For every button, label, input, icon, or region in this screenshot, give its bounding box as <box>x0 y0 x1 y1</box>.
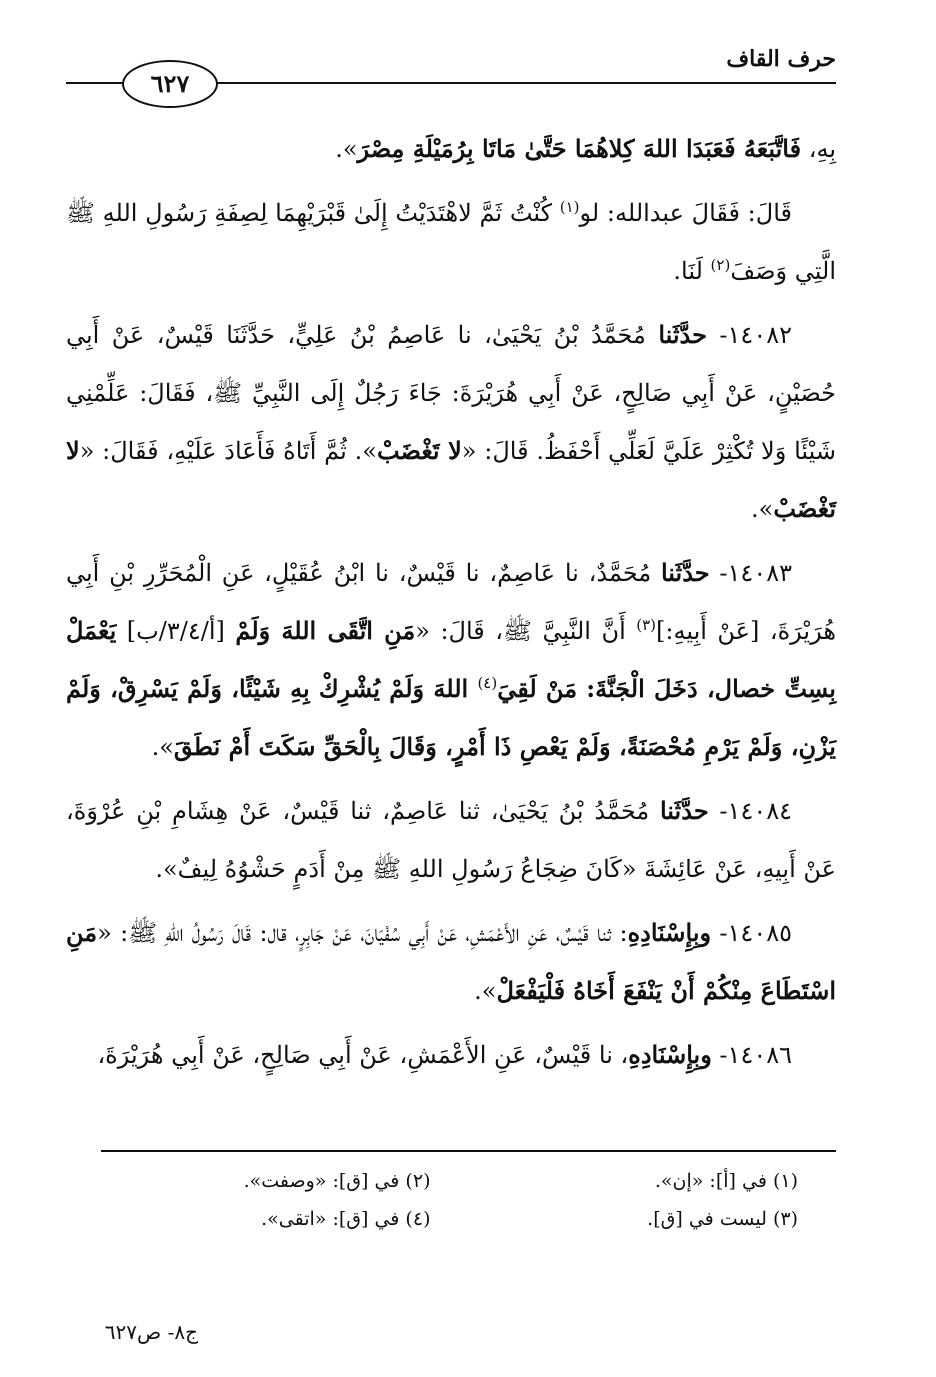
footnote-marker: (١) <box>559 198 580 216</box>
footnote-marker: (٤) <box>477 674 498 692</box>
bold-text-run: حدَّثَنا <box>659 796 709 825</box>
text-run: مُحَمَّدُ بْنُ يَحْيَىٰ، ثنا عَاصِمٌ، ثنا قَيْسٌ، عَنْ هِشَامِ بْنِ عُرْوَةَ، عَنْ أَبِيهِ، عَنْ عَائِشَةَ «كَانَ ضِجَاعُ رَسُولِ اللهِ ﷺ مِنْ أَدَمٍ حَشْوُهُ لِيفٌ». <box>66 797 836 883</box>
bold-text-run: لا تَغْضَبْ <box>66 436 836 523</box>
bold-text-run: وبِإِسْنَادِهِ <box>627 918 712 947</box>
footnote-marker: (٣) <box>636 616 657 634</box>
footnote-1: (١) في [أ]: «إن». <box>654 1170 798 1192</box>
text-run: ١٤٠٨٤- <box>708 797 792 825</box>
text-run: مُحَمَّدُ بْنُ يَحْيَىٰ، نا عَاصِمُ بْنُ عَلِيٍّ، حَدَّثَنَا قَيْسٌ، عَنْ أَبِي حُصَيْنٍ، عَنْ أَبِي صَالِحٍ، عَنْ أَبِي هُرَيْرَةَ: جَاءَ رَجُلٌ إِلَى النَّبِيِّ ﷺ، فَقَالَ: عَلِّمْنِي شَيْئًا وَلا تُكْثِرْ عَلَيَّ لَعَلِّي أَحْفَظُ. قَالَ: « <box>66 321 837 465</box>
text-run: ١٤٠٨٦- <box>711 1041 792 1069</box>
bold-text-run: مَنِ اتَّقَى اللهَ وَلَمْ <box>235 616 416 645</box>
text-run: ١٤٠٨٢- <box>706 321 792 349</box>
text-run: ». <box>151 733 174 761</box>
paragraph <box>66 782 836 898</box>
text-run: لَنَا. <box>673 257 711 285</box>
chapter-title: حرف القاف <box>726 46 836 72</box>
paragraph <box>66 544 836 776</box>
text-run: ». ثُمَّ أَتَاهُ فَأَعَادَ عَلَيْهِ، فَقَالَ: « <box>79 437 377 465</box>
page-number-badge: ٦٢٧ <box>122 60 218 108</box>
footnote-4: (٤) في [ق]: «اتقى». <box>261 1208 431 1230</box>
bold-text-run: لا تَغْضَبْ <box>376 436 462 465</box>
text-run: ١٤٠٨٥- <box>711 919 792 947</box>
footnote-rule <box>101 1150 836 1152</box>
text-run: مُحَمَّدٌ، نا عَاصِمٌ، نا قَيْسٌ، نا ابْنُ عُقَيْلٍ، عَنِ الْمُحَرِّرِ بْنِ أَبِي هُرَيْرَةَ، [عَنْ أَبِيهِ:] <box>66 559 836 645</box>
paragraph <box>66 306 836 538</box>
page-header <box>66 38 836 108</box>
text-run: ». <box>335 135 358 163</box>
text-run: كُنْتُ ثَمَّ لاهْتَدَيْتُ إِلَىٰ قَبْرَيْهِمَا لِصِفَةِ رَسُولِ اللهِ ﷺ الَّتِي وَصَفَ <box>66 199 836 285</box>
footnote-row <box>101 1200 836 1238</box>
bold-text-run: اللهَ وَلَمْ يُشْرِكْ بِهِ شَيْئًا، وَلَمْ يَسْرِقْ، وَلَمْ يَزْنِ، وَلَمْ يَرْمِ مُحْصَنَةً، وَلَمْ يَعْصِ ذَا أَمْرٍ، وَقَالَ بِالْحَقِّ سَكَتَ أَمْ نَطَقَ <box>66 674 836 761</box>
paragraph <box>66 904 836 1020</box>
bold-text-run: وبِإِسْنَادِهِ <box>628 1040 712 1069</box>
text-run: ». <box>474 977 497 1005</box>
main-text <box>66 120 836 1090</box>
text-run: بِهِ، <box>801 135 836 163</box>
bold-text-run: فَاتَّبَعَهُ فَعَبَدَا اللهَ كِلاهُمَا حَتَّىٰ مَاتَا بِرُمَيْلَةِ مِصْرَ <box>357 134 802 163</box>
footnote-2: (٢) في [ق]: «وصفت». <box>243 1170 431 1192</box>
footnote-marker: (٢) <box>710 256 731 274</box>
paragraph <box>66 1026 836 1084</box>
text-run: : ثنا قَيْسٌ، عَنِ الأَعْمَشِ، عَنْ أَبِي سُفْيَانَ، عَنْ جَابِرٍ، قال: قَالَ رَسُولُ اللهِ ﷺ: « <box>97 919 628 947</box>
text-run: قَالَ: فَقَالَ عبدالله: لو <box>579 199 792 227</box>
bold-text-run: مَنِ اسْتَطَاعَ مِنْكُمْ أَنْ يَنْفَعَ أَخَاهُ فَلْيَفْعَلْ <box>66 918 836 1005</box>
footnote-row <box>101 1162 836 1200</box>
text-run: [أ/٣/٤/ب] <box>116 617 236 645</box>
page-footer-reference: ج٨- ص٦٢٧ <box>104 1320 198 1344</box>
paragraph <box>66 184 836 300</box>
text-run: أَنَّ النَّبِيَّ ﷺ، قَالَ: « <box>415 617 637 645</box>
text-run: ، نا قَيْسٌ، عَنِ الأَعْمَشِ، عَنْ أَبِي صَالِحٍ، عَنْ أَبِي هُرَيْرَةَ، <box>97 1041 629 1069</box>
bold-text-run: حدَّثَنا <box>658 320 707 349</box>
footnotes <box>101 1162 836 1238</box>
bold-text-run: يَعْمَلْ بِسِتِّ خصال، دَخَلَ الْجَنَّةَ: مَنْ لَقِيَ <box>66 616 836 703</box>
footnote-3: (٣) ليست في [ق]. <box>647 1208 798 1230</box>
bold-text-run: حدَّثَنا <box>660 558 710 587</box>
text-run: ١٤٠٨٣- <box>709 559 792 587</box>
text-run: ». <box>751 495 774 523</box>
paragraph <box>66 120 836 178</box>
